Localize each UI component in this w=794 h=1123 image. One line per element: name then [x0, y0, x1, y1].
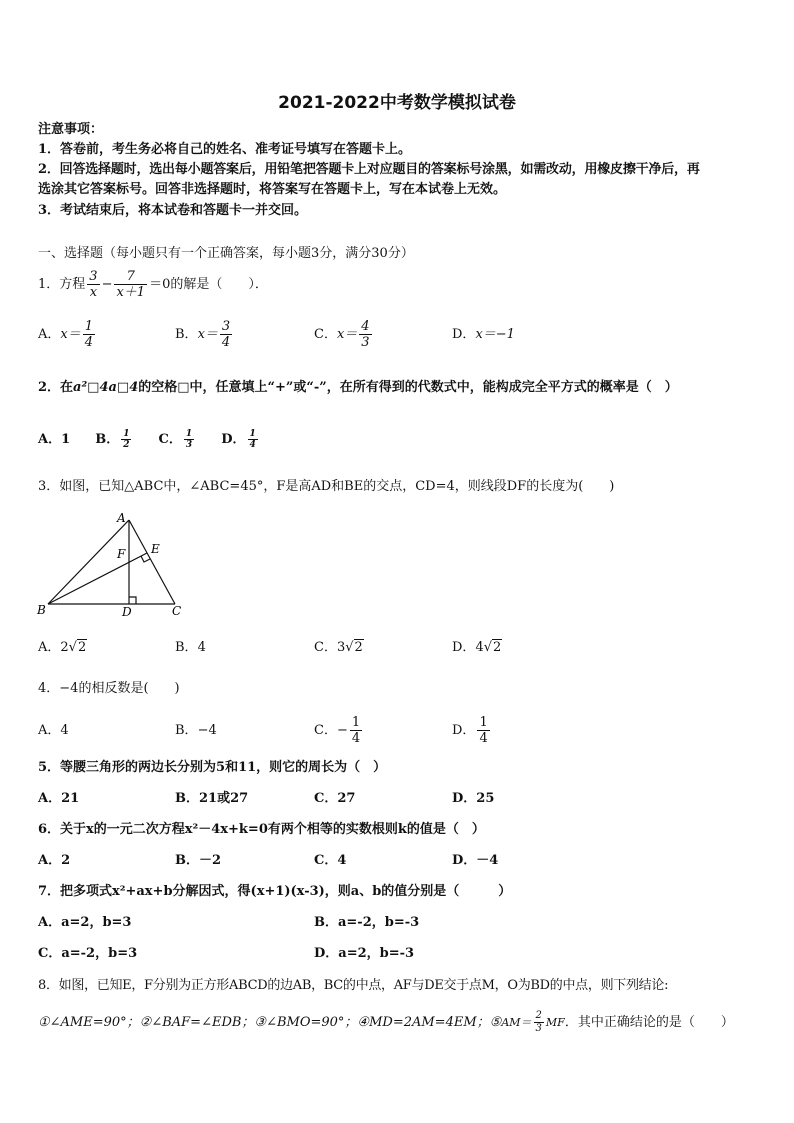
- page-title: 2021-2022中考数学模拟试卷: [278, 93, 516, 113]
- q2-option-d: D． $\frac{1}{4}$: [221, 429, 256, 450]
- q3-triangle-figure: [34, 508, 194, 623]
- notes-heading: 注意事项：: [38, 122, 104, 137]
- q6-option-a: A．2: [38, 853, 71, 868]
- q5-option-d: D．25: [452, 791, 495, 806]
- label-d: D: [122, 605, 132, 619]
- question-5: 5．等腰三角形的两边长分别为5和11，则它的周长为（ ）: [38, 760, 387, 775]
- question-7: 7．把多项式x²+ax+b分解因式，得(x+1)(x-3)，则a、b的值分别是（ ）: [38, 884, 512, 899]
- q7-option-d: D．a=2，b=-3: [314, 946, 415, 961]
- q1-option-b: B．x＝ $\frac{3}{4}$: [175, 319, 231, 350]
- q1-minus: −: [101, 277, 113, 292]
- q1-option-c: C．x＝ $\frac{4}{3}$: [314, 319, 370, 350]
- q8-statements-text: ①∠AME=90°；②∠BAF=∠EDB；③∠BMO=90°；④MD=2AM=4EM；⑤: [38, 1015, 502, 1030]
- q4-option-a: A．4: [38, 723, 69, 738]
- q7-option-c: C．a=-2，b=3: [38, 946, 138, 961]
- section-heading: 一、选择题（每小题只有一个正确答案，每小题3分，满分30分）: [38, 246, 414, 261]
- q1-suffix: 的解是（ ）．: [170, 277, 268, 292]
- q4-option-b: B．−4: [175, 723, 217, 738]
- q1-fraction-1: $\frac{3}{x}$: [89, 269, 98, 300]
- q2-option-b: B． $\frac{1}{2}$: [95, 429, 130, 450]
- notes-item-2-cont: 选涂其它答案标号。回答非选择题时，将答案写在答题卡上，写在本试卷上无效。: [38, 182, 507, 197]
- question-8: 8．如图，已知E，F分别为正方形ABCD的边AB，BC的中点，AF与DE交于点M，O为BD的中点，则下列结论:: [38, 978, 669, 993]
- question-1: [38, 266, 268, 304]
- q3-option-c: C．3√2: [314, 640, 363, 655]
- label-f: F: [117, 547, 126, 561]
- q6-option-c: C．4: [314, 853, 347, 868]
- question-6: 6．关于x的一元二次方程x²－4x+k=0有两个相等的实数根则k的值是（ ）: [38, 822, 485, 837]
- notes-item-2: 2．回答选择题时，选出每小题答案后，用铅笔把答题卡上对应题目的答案标号涂黑，如需改动，用橡皮擦干净后，再: [38, 162, 700, 177]
- q6-option-d: D．－4: [452, 853, 499, 868]
- label-a: A: [117, 511, 126, 525]
- segment-ab: [48, 520, 129, 604]
- q7-option-a: A．a=2，b=3: [38, 915, 132, 930]
- q1-option-a: A．x＝ $\frac{1}{4}$: [38, 319, 94, 350]
- q2-expression: a²□4a□4: [73, 380, 139, 395]
- question-3: 3．如图，已知△ABC中，∠ABC=45°，F是高AD和BE的交点，CD=4，则线段DF的长度为( ): [38, 479, 615, 494]
- q1-equals: ＝0: [149, 277, 171, 292]
- notes-item-1: 1．答卷前，考生务必将自己的姓名、准考证号填写在答题卡上。: [38, 142, 412, 157]
- q1-option-d: D．x＝−1: [452, 327, 515, 342]
- label-b: B: [37, 603, 46, 617]
- label-e: E: [151, 542, 160, 556]
- q1-fraction-2: $\frac{7}{x+1}$: [116, 269, 146, 300]
- question-2: 2．在a²□4a□4的空格□中，任意填上“+”或“-”，在所有得到的代数式中，能构成完全平方式的概率是（ ）: [38, 380, 678, 395]
- q5-option-c: C．27: [314, 791, 356, 806]
- right-angle-mark-d: [129, 597, 136, 604]
- segment-ac: [129, 520, 175, 604]
- notes-item-3: 3．考试结束后，将本试卷和答题卡一并交回。: [38, 203, 308, 218]
- q1-prefix: 1．方程: [38, 277, 86, 292]
- q5-option-b: B．21或27: [175, 791, 249, 806]
- q8-suffix: ．其中正确结论的是（ ）: [564, 1015, 734, 1030]
- q8-statements: ①∠AME=90°；②∠BAF=∠EDB；③∠BMO=90°；④MD=2AM=4EM；⑤AM＝ $\frac{2}{3}$ MF．其中正确结论的是（ ）: [38, 1010, 734, 1034]
- question-4: 4．−4的相反数是( ): [38, 681, 180, 696]
- q4-expression: −4: [59, 681, 79, 696]
- q7-option-b: B．a=-2，b=-3: [314, 915, 420, 930]
- altitude-be: [48, 553, 147, 604]
- q5-option-a: A．21: [38, 791, 80, 806]
- q3-option-a: A．2√2: [38, 640, 87, 655]
- q6-option-b: B．－2: [175, 853, 222, 868]
- label-c: C: [172, 604, 182, 618]
- q4-option-c: C．− $\frac{1}{4}$: [314, 715, 361, 746]
- q2-option-a: A．1: [38, 432, 71, 447]
- q2-options: [38, 422, 260, 458]
- q3-option-b: B．4: [175, 640, 206, 655]
- q3-option-d: D．4√2: [452, 640, 502, 655]
- q4-option-d: D． $\frac{1}{4}$: [452, 715, 488, 746]
- q2-option-c: C． $\frac{1}{3}$: [158, 429, 193, 450]
